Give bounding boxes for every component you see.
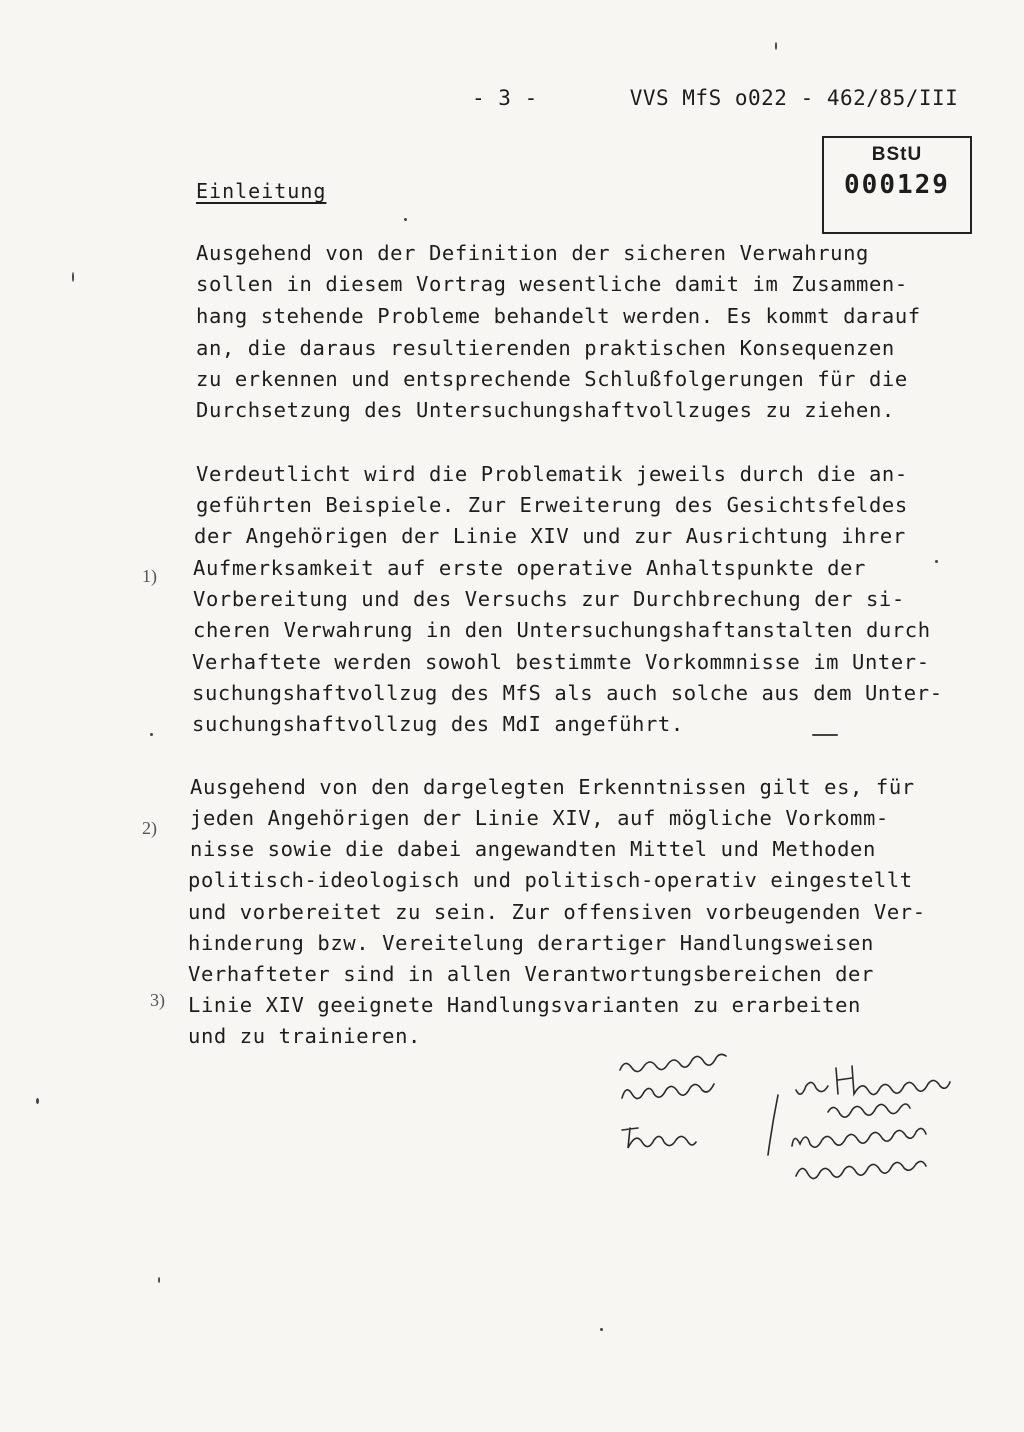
text-line: suchungshaftvollzug des MfS als auch solche aus dem Unter- [192,681,943,705]
scan-speck [935,560,938,563]
handwritten-annotation [600,1050,1020,1200]
text-line: jeden Angehörigen der Linie XIV, auf mögliche Vorkomm- [190,806,889,830]
scan-speck [775,42,777,50]
scan-speck [812,734,838,736]
section-heading: Einleitung [196,179,327,203]
stamp-number: 000129 [844,170,950,200]
page-header [472,86,958,110]
text-line: Verhafteter sind in allen Verantwortungsbereichen der [188,962,874,986]
text-line: Ausgehend von den dargelegten Erkenntnissen gilt es, für [190,775,915,799]
text-line: Verhaftete werden sowohl bestimmte Vorkommnisse im Unter- [192,650,930,674]
text-line: an, die daraus resultierenden praktischen Konsequenzen [196,336,895,360]
margin-mark: 2) [142,818,157,838]
text-line: sollen in diesem Vortrag wesentliche damit im Zusammen- [196,272,908,296]
text-line: Ausgehend von der Definition der sicheren Verwahrung [196,241,869,265]
margin-mark: 3) [150,990,165,1010]
text-line: und vorbereitet zu sein. Zur offensiven vorbeugenden Ver- [188,900,926,924]
text-line: hinderung bzw. Vereitelung derartiger Handlungsweisen [188,931,874,955]
text-line: hang stehende Probleme behandelt werden. Es kommt darauf [196,304,921,328]
stamp-title: BStU [871,144,923,165]
scan-speck [150,733,153,736]
document-reference: VVS MfS o022 - 462/85/III [629,86,959,110]
text-line: Durchsetzung des Untersuchungshaftvollzuges zu ziehen. [196,398,895,422]
scan-speck [404,218,407,221]
text-line: Vorbereitung und des Versuchs zur Durchbrechung der si- [193,587,905,611]
text-line: und zu trainieren. [188,1024,421,1048]
text-line: Linie XIV geeignete Handlungsvarianten zu erarbeiten [188,993,861,1017]
page-number: - 3 - [472,86,538,110]
text-line: cheren Verwahrung in den Untersuchungshaftanstalten durch [193,618,931,642]
text-line: nisse sowie die dabei angewandten Mittel und Methoden [190,837,876,861]
scan-speck [72,272,74,282]
scan-speck [36,1098,39,1104]
scan-speck [158,1277,160,1283]
text-line: Verdeutlicht wird die Problematik jeweils durch die an- [196,462,908,486]
scan-speck [600,1328,603,1331]
text-line: zu erkennen und entsprechende Schlußfolgerungen für die [196,367,908,391]
text-line: der Angehörigen der Linie XIV und zur Ausrichtung ihrer [194,524,906,548]
text-line: Aufmerksamkeit auf erste operative Anhaltspunkte der [193,556,866,580]
text-line: geführten Beispiele. Zur Erweiterung des Gesichtsfeldes [196,493,908,517]
text-line: suchungshaftvollzug des MdI angeführt. [192,712,684,736]
archive-stamp [822,136,972,234]
margin-mark: 1) [142,566,157,586]
text-line: politisch-ideologisch und politisch-operativ eingestellt [188,868,913,892]
